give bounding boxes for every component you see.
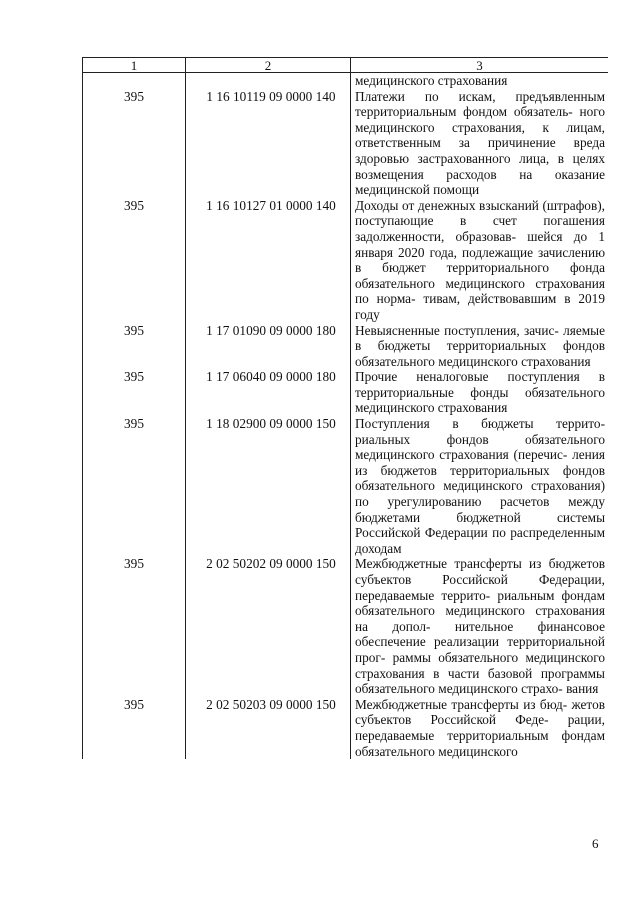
description-line: системы Российской Федерации по — [355, 509, 606, 541]
description-line: фондов обязательного медицинского — [355, 338, 606, 369]
description-line: страхования) по урегулированию — [355, 478, 605, 510]
description-line: Федерации, передаваемые террито- — [355, 572, 605, 603]
table-row — [83, 416, 609, 556]
description-line: подлежащие зачислению в бюджет — [355, 244, 606, 276]
description-line: медицинского страхования на допол- — [355, 603, 606, 634]
revenue-description — [351, 416, 609, 556]
description-line: ляемые в бюджеты территориальных — [355, 322, 605, 354]
document-page — [82, 57, 608, 837]
description-line: рации, передаваемые территориальным — [355, 712, 605, 743]
description-line: погашения задолженности, образовав- — [355, 213, 605, 244]
budget-classification-code: 1 18 02900 09 0000 150 — [186, 416, 351, 556]
description-line: целях возмещения расходов на оказание — [355, 150, 605, 182]
admin-code: 395 — [83, 89, 186, 198]
description-line: (штрафов), поступающие в счет — [355, 197, 605, 229]
description-line: территориального фонда обязательного — [355, 260, 605, 291]
revenue-description — [351, 89, 609, 198]
description-line: Межбюджетные трансферты из — [355, 556, 542, 572]
page-number: 6 — [592, 836, 599, 851]
description-line: жетов субъектов Российской Феде- — [355, 696, 605, 728]
table-row — [83, 697, 609, 759]
budget-classification-code: 1 17 01090 09 0000 180 — [186, 323, 351, 370]
admin-code: 395 — [83, 369, 186, 416]
header-col-1: 1 — [83, 58, 186, 73]
description-line: вреда здоровью застрахованного лица, в — [355, 135, 605, 166]
description-line: распределенным доходам — [355, 525, 605, 556]
admin-code: 395 — [83, 556, 186, 696]
budget-classification-code: 1 17 06040 09 0000 180 — [186, 369, 351, 416]
table-row — [83, 369, 609, 416]
description-line: вания — [566, 681, 599, 697]
revenue-codes-table — [82, 57, 608, 759]
header-col-3: 3 — [351, 58, 609, 73]
description-line: бюджетов субъектов Российской — [355, 556, 606, 587]
table-row — [83, 323, 609, 370]
description-line: Доходы от денежных взысканий — [355, 197, 539, 213]
description-line: страхования в части базовой программы — [355, 665, 605, 681]
description-line: нительное финансовое обеспечение — [355, 618, 605, 650]
description-line: ления из бюджетов территориальных — [355, 447, 606, 478]
description-line: медицинской помощи — [355, 182, 480, 198]
table-row — [83, 556, 609, 696]
admin-code: 395 — [83, 323, 186, 370]
description-line: Платежи по искам, предъявленным — [355, 88, 605, 104]
revenue-description — [351, 369, 609, 416]
admin-code: 395 — [83, 416, 186, 556]
description-line: территориальные фонды обязательного — [355, 384, 605, 400]
description-line: территориальным фондом обязатель- — [355, 104, 573, 120]
description-line: страхования — [521, 353, 591, 369]
description-line: обязательного медицинского страхо- — [355, 681, 563, 697]
description-line: реализации территориальной прог- — [355, 634, 605, 665]
budget-classification-code: 1 16 10127 01 0000 140 — [186, 198, 351, 323]
budget-classification-code: 2 02 50202 09 0000 150 — [186, 556, 351, 696]
continuation-row — [83, 73, 609, 89]
admin-code: 395 — [83, 198, 186, 323]
description-line: фондов обязательного медицинского — [355, 462, 605, 494]
description-line: Поступления в бюджеты террито- — [355, 416, 605, 432]
description-line: медицинского страхования — [355, 400, 508, 416]
description-line: расчетов между бюджетами бюджетной — [355, 494, 605, 525]
description-line: Прочие неналоговые поступления в — [355, 369, 605, 385]
description-line: медицинского страхования (перечис- — [355, 447, 568, 463]
budget-classification-code: 1 16 10119 09 0000 140 — [186, 89, 351, 198]
revenue-description — [351, 198, 609, 323]
description-line: раммы обязательного медицинского — [392, 649, 605, 665]
table-header-row — [83, 58, 609, 73]
revenue-description — [351, 556, 609, 696]
budget-classification-code: 2 02 50203 09 0000 150 — [186, 697, 351, 759]
revenue-description — [351, 697, 609, 759]
description-line: риальным фондам обязательного — [355, 587, 606, 619]
description-line: шейся до 1 января 2020 года, — [355, 228, 605, 260]
continuation-text: медицинского страхования — [351, 73, 609, 89]
admin-code: 395 — [83, 697, 186, 759]
description-line: лицам, ответственным за причинение — [355, 119, 606, 151]
description-line: медицинского страхования по норма- — [355, 275, 606, 307]
revenue-description — [351, 323, 609, 370]
description-line: тивам, действовавшим в 2019 году — [355, 291, 605, 322]
table-row — [83, 198, 609, 323]
description-line: ного медицинского страхования, к — [355, 104, 605, 135]
description-line: Межбюджетные трансферты из бюд- — [355, 696, 568, 712]
header-col-2: 2 — [186, 58, 351, 73]
description-line: Невыясненные поступления, зачис- — [355, 322, 559, 338]
description-line: фондам обязательного медицинского — [355, 727, 605, 759]
description-line: риальных фондов обязательного — [355, 431, 605, 447]
table-row — [83, 89, 609, 198]
